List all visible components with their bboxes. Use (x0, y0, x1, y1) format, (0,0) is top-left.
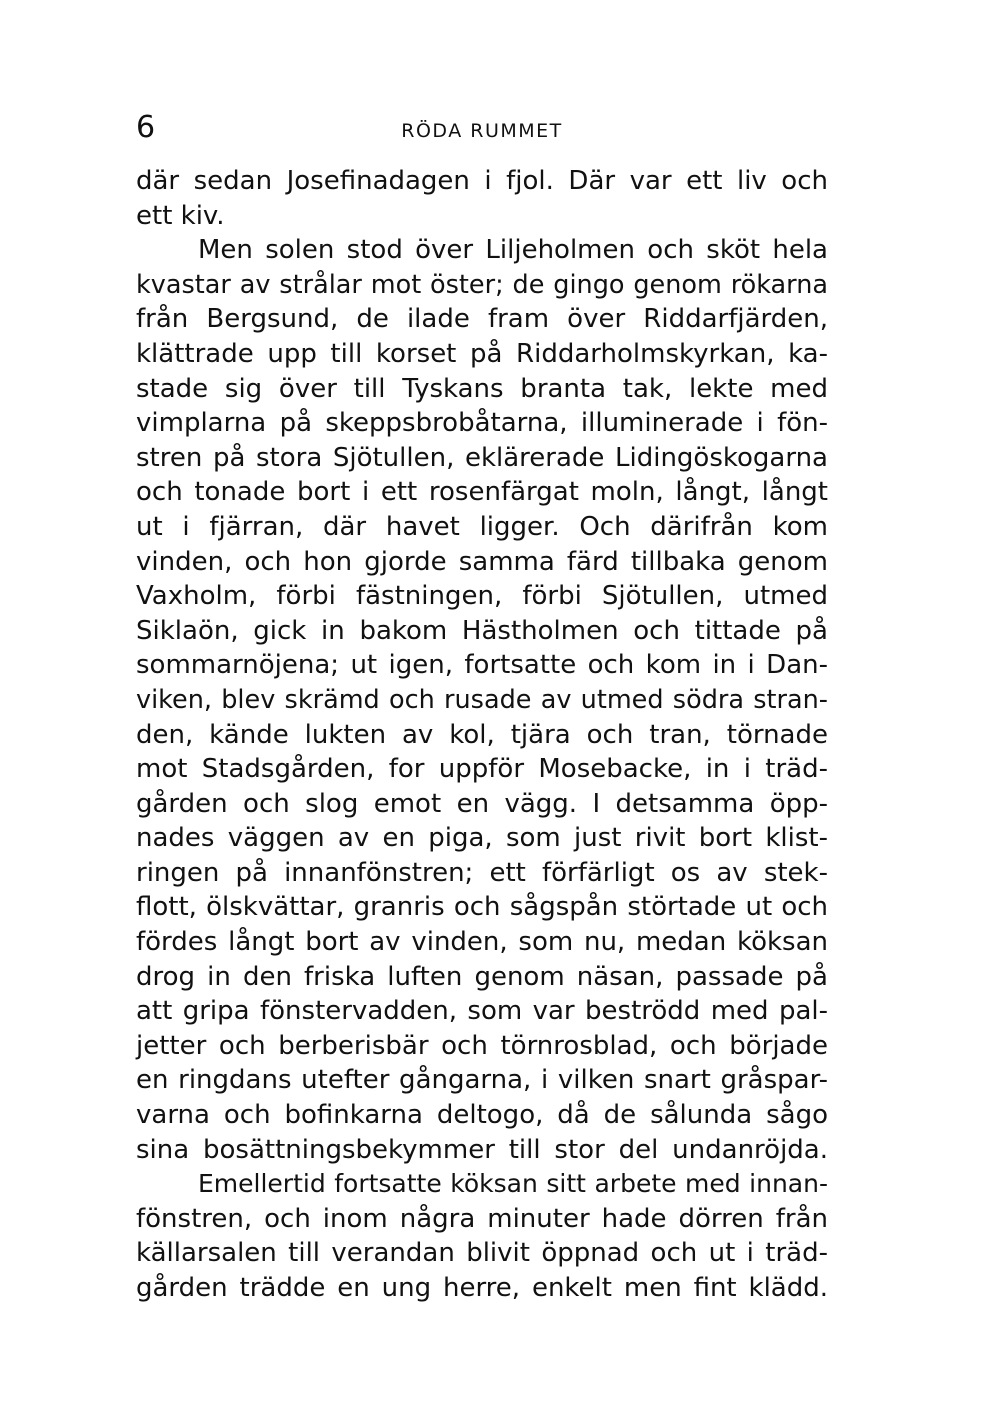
text-line: ringen på innanfönstren; ett förfärligt os av stek- (136, 857, 828, 888)
text-line: ut i fjärran, där havet ligger. Och därifrån kom (136, 511, 828, 542)
running-title: RÖDA RUMMET (401, 120, 563, 142)
text-line: Emellertid fortsatte köksan sitt arbete med innan- (198, 1169, 828, 1199)
text-line: mot Stadsgården, for uppför Mosebacke, in i träd- (136, 754, 828, 785)
text-line: drog in den friska luften genom näsan, passade på (136, 961, 828, 992)
text-line: den, kände lukten av kol, tjära och tran, törnade (136, 719, 828, 750)
text-line: att gripa fönstervadden, som var beströdd med pal- (136, 996, 828, 1027)
text-line: stren på stora Sjötullen, eklärerade Lidingöskogarna (136, 442, 828, 473)
text-line: och tonade bort i ett rosenfärgat moln, långt, långt (136, 477, 828, 508)
text-line: ett kiv. (136, 200, 225, 231)
text-line: från Bergsund, de ilade fram över Riddarfjärden, (136, 304, 828, 335)
text-line: gården och slog emot en vägg. I detsamma öpp- (136, 788, 828, 819)
text-line: klättrade upp till korset på Riddarholmskyrkan, ka- (136, 338, 828, 369)
text-line: kvastar av strålar mot öster; de gingo genom rökarna (136, 269, 828, 300)
text-line: jetter och berberisbär och törnrosblad, och började (136, 1030, 828, 1061)
page-number: 6 (136, 110, 156, 145)
text-line: sina bosättningsbekymmer till stor del undanröjda. (136, 1134, 828, 1165)
text-line: Vaxholm, förbi fästningen, förbi Sjötullen, utmed (136, 581, 828, 612)
text-line: en ringdans utefter gångarna, i vilken snart gråspar- (136, 1065, 828, 1096)
text-line: flott, ölskvättar, granris och sågspån störtade ut och (136, 892, 828, 923)
text-line: vimplarna på skeppsbrobåtarna, illuminerade i fön- (136, 408, 828, 439)
text-line: Siklaön, gick in bakom Hästholmen och tittade på (136, 615, 828, 646)
text-line: sommarnöjena; ut igen, fortsatte och kom in i Dan- (136, 650, 828, 681)
text-line: nades väggen av en piga, som just rivit bort klist- (136, 823, 828, 854)
page-header (136, 108, 828, 148)
text-line: Men solen stod över Liljeholmen och sköt hela (198, 235, 828, 266)
text-line: källarsalen till verandan blivit öppnad och ut i träd- (136, 1238, 828, 1269)
text-line: gården trädde en ung herre, enkelt men fint klädd. (136, 1273, 828, 1303)
text-line: fönstren, och inom några minuter hade dörren från (136, 1203, 828, 1234)
body-text (136, 164, 828, 1306)
text-line: vinden, och hon gjorde samma färd tillbaka genom (136, 546, 828, 577)
text-line: fördes långt bort av vinden, som nu, medan köksan (136, 927, 828, 958)
text-line: där sedan Josefinadagen i fjol. Där var ett liv och (136, 166, 828, 196)
text-line: stade sig över till Tyskans branta tak, lekte med (136, 373, 828, 404)
text-line: varna och bofinkarna deltogo, då de sålunda sågo (136, 1100, 828, 1131)
text-line: viken, blev skrämd och rusade av utmed södra stran- (136, 684, 828, 715)
